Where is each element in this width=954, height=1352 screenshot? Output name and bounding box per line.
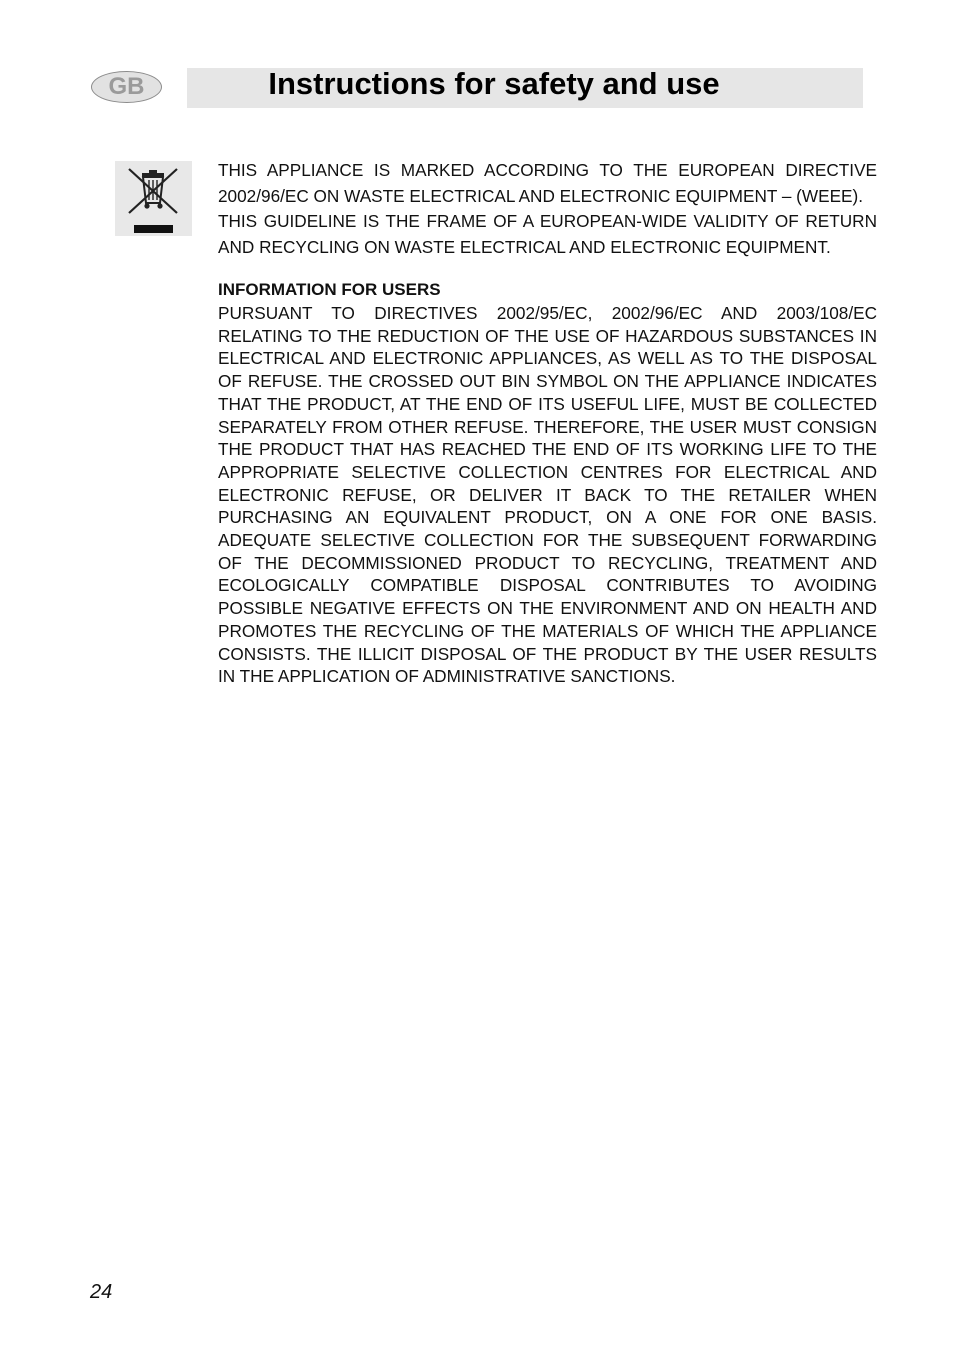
info-for-users-text: PURSUANT TO DIRECTIVES 2002/95/EC, 2002/96/EC AND 2003/108/EC RELATING TO THE REDUCTION OF THE USE OF HAZARDOUS SUBSTANCES IN ELECTRICAL AND ELECTRONIC APPLIANCES, AS WELL AS TO THE DISPOSAL OF REFUSE. THE CROSSED OUT BIN SYMBOL ON THE APPLIANCE INDICATES THAT THE PRODUCT, AT THE END OF ITS USEFUL LIFE, MUST BE COLLECTED SEPARATELY FROM OTHER REFUSE. THEREFORE, THE USER MUST CONSIGN THE PRODUCT THAT HAS REACHED THE END OF ITS WORKING LIFE TO THE APPROPRIATE SELECTIVE COLLECTION CENTRES FOR ELECTRICAL AND ELECTRONIC REFUSE, OR DELIVER IT BACK TO THE RETAILER WHEN PURCHASING AN EQUIVALENT PRODUCT, ON A ONE FOR ONE BASIS. ADEQUATE SELECTIVE COLLECTION FOR THE SUBSEQUENT FORWARDING OF THE DECOMMISSIONED PRODUCT TO RECYCLING, TREATMENT AND ECOLOGICALLY COMPATIBLE DISPOSAL CONTRIBUTES TO AVOIDING POSSIBLE NEGATIVE EFFECTS ON THE ENVIRONMENT AND ON HEALTH AND PROMOTES THE RECYCLING OF THE MATERIALS OF WHICH THE APPLIANCE CONSISTS. THE ILLICIT DISPOSAL OF THE PRODUCT BY THE USER RESULTS IN THE APPLICATION OF ADMINISTRATIVE SANCTIONS. [218,303,877,687]
weee-symbol [115,161,192,236]
country-badge: GB [91,71,162,103]
crossed-out-wheelie-bin-icon [115,161,192,236]
info-for-users-heading: INFORMATION FOR USERS [218,280,441,299]
title-bar [187,68,863,108]
main-content [218,158,877,688]
page-title: Instructions for safety and use [268,66,720,101]
weee-directive-paragraph: THIS APPLIANCE IS MARKED ACCORDING TO THE EUROPEAN DIRECTIVE 2002/96/EC ON WASTE ELECTRICAL AND ELECTRONIC EQUIPMENT – (WEEE). [218,160,877,206]
guideline-paragraph: THIS GUIDELINE IS THE FRAME OF A EUROPEAN-WIDE VALIDITY OF RETURN AND RECYCLING ON WASTE ELECTRICAL AND ELECTRONIC EQUIPMENT. [218,211,877,257]
page-number: 24 [90,1281,113,1303]
